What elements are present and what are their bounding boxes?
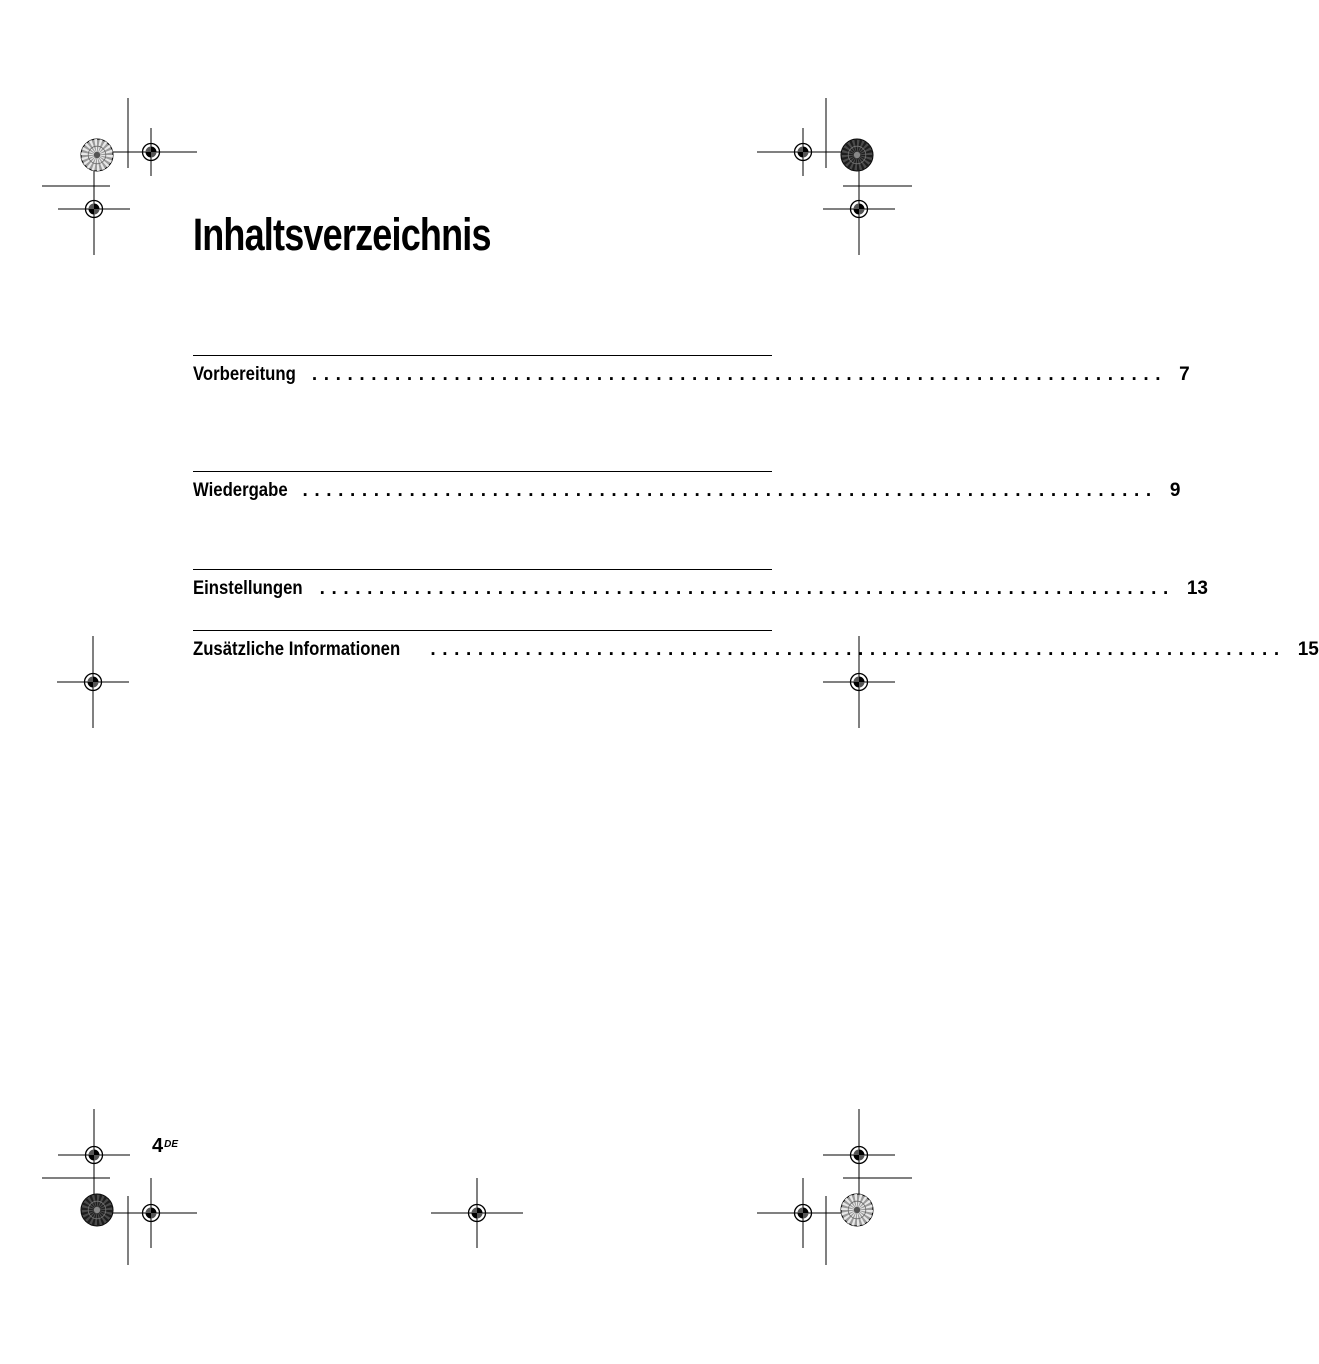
toc-entry-vorbereitung[interactable] bbox=[193, 355, 1190, 387]
registration-mark-icon bbox=[105, 1178, 197, 1248]
toc-page-number: 15 bbox=[1297, 639, 1319, 660]
toc-page-number: 13 bbox=[1186, 578, 1208, 599]
toc-page-number: 9 bbox=[1169, 480, 1181, 501]
registration-mark-icon bbox=[823, 1109, 895, 1201]
toc-dot-leader: ........................................................................ bbox=[302, 480, 1158, 501]
toc-dot-leader: ........................................................................ bbox=[430, 639, 1286, 660]
toc-dot-leader: ........................................................................ bbox=[311, 364, 1168, 385]
registration-mark-icon bbox=[57, 636, 129, 728]
toc-entry-wiedergabe[interactable] bbox=[193, 471, 1181, 503]
toc-page-number: 7 bbox=[1179, 364, 1190, 385]
color-target-icon bbox=[841, 1194, 873, 1226]
registration-mark-icon bbox=[105, 128, 197, 176]
color-target-icon bbox=[841, 139, 873, 171]
toc-label: Wiedergabe bbox=[193, 480, 288, 501]
toc-entry-zusaetzliche-informationen[interactable] bbox=[193, 630, 1319, 662]
language-code: DE bbox=[164, 1139, 179, 1150]
toc-label: Zusätzliche Informationen bbox=[193, 639, 401, 660]
registration-mark-icon bbox=[757, 1178, 849, 1248]
registration-mark-icon bbox=[58, 1109, 130, 1201]
toc-dot-leader: ........................................................................ bbox=[319, 578, 1175, 599]
page-number bbox=[152, 1134, 178, 1158]
registration-mark-icon bbox=[757, 128, 849, 176]
toc-label: Einstellungen bbox=[193, 578, 303, 599]
color-target-icon bbox=[81, 1194, 113, 1226]
page-number-value: 4 bbox=[152, 1135, 164, 1157]
page-title: Inhaltsverzeichnis bbox=[193, 209, 491, 260]
registration-mark-icon bbox=[823, 163, 895, 255]
toc-entry-einstellungen[interactable] bbox=[193, 569, 1208, 601]
toc-label: Vorbereitung bbox=[193, 364, 296, 385]
color-target-icon bbox=[81, 139, 113, 171]
registration-mark-icon bbox=[431, 1178, 523, 1248]
registration-mark-icon bbox=[58, 163, 130, 255]
